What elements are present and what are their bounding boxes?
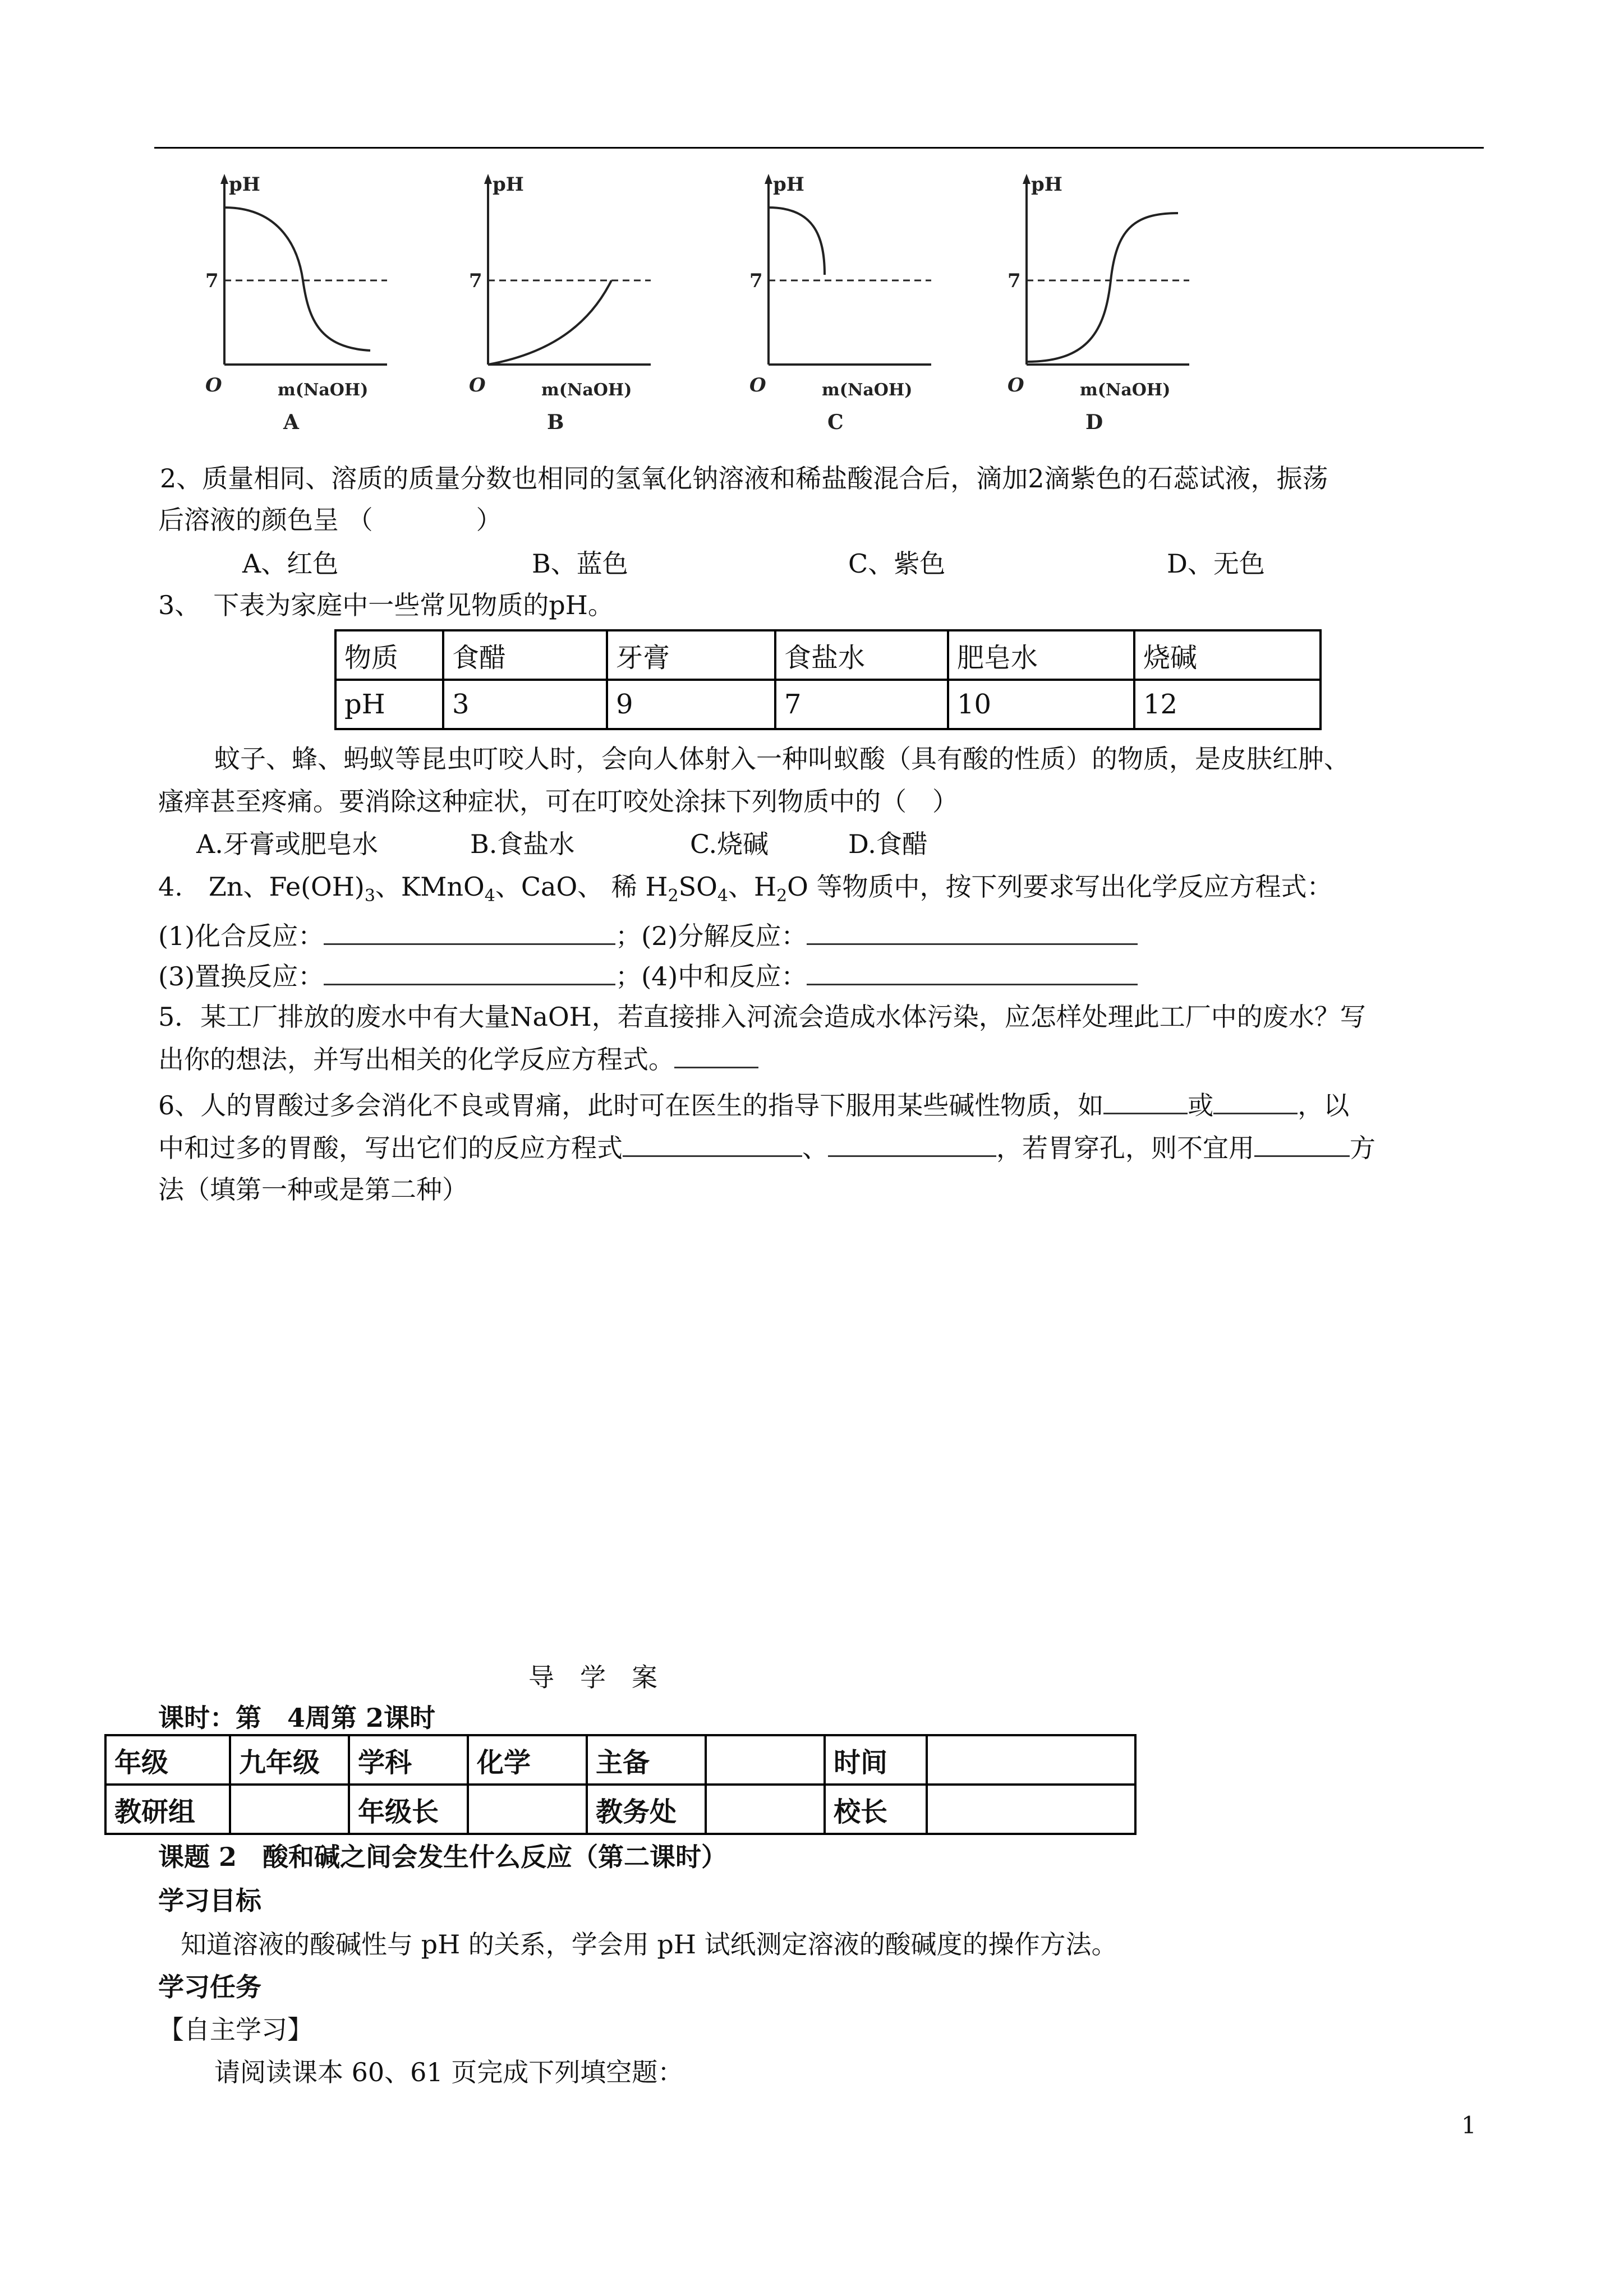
table-cell: 牙膏: [607, 630, 775, 680]
subscript: 2: [668, 886, 679, 906]
q6-text: 中和过多的胃酸，写出它们的反应方程式: [158, 1133, 623, 1163]
q4-intro: [158, 869, 1333, 914]
guide-topic: 课题 2 酸和碱之间会发生什么反应（第二课时）: [158, 1842, 728, 1872]
q4-intro-text: 、KMnO: [375, 872, 485, 902]
ph-chart-d: [1004, 174, 1189, 432]
q6-text: 、: [802, 1133, 828, 1163]
answer-blank[interactable]: [807, 958, 1138, 985]
separator: ；: [615, 961, 642, 992]
answer-blank[interactable]: [1254, 1129, 1350, 1157]
q2-option-c: C、紫色: [848, 548, 946, 579]
q4-intro-text: SO: [678, 872, 717, 902]
q2-option-a: A、红色: [242, 548, 339, 579]
table-cell: pH: [335, 680, 443, 729]
ref-tick-label: 7: [749, 270, 763, 292]
chart-svg: [746, 174, 948, 432]
ph-chart-c: [746, 174, 931, 432]
chart-caption: C: [827, 411, 844, 434]
q6-line2: [158, 1129, 1375, 1165]
q5-line2: [158, 1041, 758, 1077]
table-cell: 学科: [349, 1735, 468, 1785]
separator: ；: [615, 921, 642, 951]
reading-instruction: 请阅读课本 60、61 页完成下列填空题：: [214, 2057, 684, 2087]
guide-info-row: [105, 1785, 1135, 1834]
x-axis-label: m(NaOH): [822, 380, 913, 400]
table-cell: 9: [607, 680, 775, 729]
ph-chart-a: [202, 174, 387, 432]
q3-text2: 瘙痒甚至疼痛。要消除这种症状，可在叮咬处涂抹下列物质中的（ ）: [158, 786, 958, 817]
header-rule: [154, 147, 1484, 149]
ph-curve: [488, 280, 611, 365]
table-cell: 校长: [825, 1785, 927, 1834]
answer-blank[interactable]: [674, 1041, 758, 1068]
guide-info-row: [105, 1735, 1135, 1785]
table-cell: [468, 1785, 587, 1834]
ph-chart-b: [466, 174, 651, 432]
origin-label: O: [469, 374, 486, 397]
answer-blank[interactable]: [324, 918, 615, 945]
answer-blank[interactable]: [807, 918, 1138, 945]
y-axis-arrow: [484, 174, 492, 184]
subscript: 4: [717, 886, 728, 906]
q4-item-label: (4)中和反应：: [641, 961, 807, 992]
table-cell: 年级: [105, 1735, 230, 1785]
y-axis-label: pH: [1031, 173, 1062, 196]
guide-title: 导 学 案: [528, 1662, 657, 1693]
q3-option-d: D.食醋: [848, 829, 928, 859]
x-axis-label: m(NaOH): [278, 380, 369, 400]
table-cell: 化学: [468, 1735, 587, 1785]
y-axis-label: pH: [493, 173, 524, 196]
q6-text: ，以: [1298, 1090, 1350, 1121]
chart-caption: B: [547, 411, 564, 434]
q3-option-c: C.烧碱: [690, 829, 769, 859]
origin-label: O: [1007, 374, 1024, 397]
self-study-heading: 【自主学习】: [158, 2014, 313, 2045]
ph-table-header-row: [335, 630, 1321, 680]
q3-option-b: B.食盐水: [470, 829, 575, 859]
answer-blank[interactable]: [1103, 1087, 1188, 1114]
origin-label: O: [205, 374, 222, 397]
y-axis-arrow: [1023, 174, 1030, 184]
table-cell: 肥皂水: [948, 630, 1134, 680]
ref-tick-label: 7: [205, 270, 219, 292]
q4-intro-text: 、H: [728, 872, 777, 902]
q6-text: 或: [1188, 1090, 1214, 1121]
subscript: 3: [364, 886, 375, 906]
table-cell: [927, 1735, 1135, 1785]
q2-option-d: D、无色: [1167, 548, 1265, 579]
table-cell: 教研组: [105, 1785, 230, 1834]
table-cell: [927, 1785, 1135, 1834]
chart-svg: [202, 174, 404, 432]
ref-tick-label: 7: [469, 270, 482, 292]
origin-label: O: [749, 374, 766, 397]
q4-intro-text: 4. Zn、Fe(OH): [158, 872, 365, 902]
q2-line1: 2、质量相同、溶质的质量分数也相同的氢氧化钠溶液和稀盐酸混合后，滴加2滴紫色的石蕊试液，振荡: [160, 463, 1328, 494]
table-cell: 物质: [335, 630, 443, 680]
table-cell: 时间: [825, 1735, 927, 1785]
q3-intro: 3、 下表为家庭中一些常见物质的pH。: [158, 590, 614, 620]
answer-blank[interactable]: [1213, 1087, 1298, 1114]
table-cell: 烧碱: [1134, 630, 1321, 680]
q4-intro-text: 、CaO、 稀 H: [495, 872, 668, 902]
subscript: 2: [776, 886, 788, 906]
table-cell: 教务处: [587, 1785, 706, 1834]
x-axis-label: m(NaOH): [1080, 380, 1171, 400]
q3-text1: 蚊子、蜂、蚂蚁等昆虫叮咬人时，会向人体射入一种叫蚁酸（具有酸的性质）的物质，是皮肤红肿、: [214, 744, 1350, 774]
q2-option-b: B、蓝色: [532, 548, 628, 579]
q6-line1: [158, 1087, 1349, 1123]
chart-svg: [1004, 174, 1206, 432]
ph-curve: [1027, 213, 1178, 362]
ph-curve: [224, 208, 370, 351]
chart-caption: D: [1085, 411, 1103, 434]
y-axis-arrow: [765, 174, 772, 184]
q6-line3: 法（填第一种或是第二种）: [158, 1174, 468, 1205]
learning-goals-text: 知道溶液的酸碱性与 pH 的关系，学会用 pH 试纸测定溶液的酸碱度的操作方法。: [181, 1929, 1117, 1960]
subscript: 4: [484, 886, 495, 906]
q6-text: 6、人的胃酸过多会消化不良或胃痛，此时可在医生的指导下服用某些碱性物质，如: [158, 1090, 1104, 1121]
table-cell: 10: [948, 680, 1134, 729]
learning-tasks-heading: 学习任务: [158, 1972, 261, 2002]
q5-line1: 5．某工厂排放的废水中有大量NaOH，若直接排入河流会造成水体污染，应怎样处理此工厂中的废水？写: [158, 1002, 1366, 1032]
guide-session: 课时：第 4周第 2课时: [158, 1703, 436, 1733]
ref-tick-label: 7: [1007, 270, 1021, 292]
table-cell: 食醋: [443, 630, 607, 680]
y-axis-arrow: [220, 174, 228, 184]
q6-text: ，若胃穿孔，则不宜用: [996, 1133, 1254, 1163]
chart-svg: [466, 174, 668, 432]
ph-curve: [769, 208, 825, 275]
q2-line2: 后溶液的颜色呈 （ ）: [158, 505, 502, 535]
q4-line-1: [158, 918, 1138, 953]
q4-item-label: (1)化合反应：: [158, 921, 324, 951]
q6-text: 方: [1350, 1133, 1375, 1163]
table-cell: [706, 1785, 825, 1834]
table-cell: [230, 1785, 349, 1834]
learning-goals-heading: 学习目标: [158, 1885, 261, 1916]
y-axis-label: pH: [229, 173, 260, 196]
ph-table: [334, 629, 1322, 730]
q3-option-a: A.牙膏或肥皂水: [196, 829, 378, 859]
page-number: 1: [1461, 2111, 1476, 2139]
table-cell: 年级长: [349, 1785, 468, 1834]
table-cell: 九年级: [230, 1735, 349, 1785]
q4-item-label: (3)置换反应：: [158, 961, 324, 992]
table-cell: 3: [443, 680, 607, 729]
q4-item-label: (2)分解反应：: [641, 921, 807, 951]
q4-intro-text: O 等物质中，按下列要求写出化学反应方程式：: [787, 872, 1333, 902]
answer-blank[interactable]: [828, 1129, 996, 1157]
q5-line2-text: 出你的想法，并写出相关的化学反应方程式。: [158, 1044, 674, 1075]
x-axis-label: m(NaOH): [541, 380, 632, 400]
chart-caption: A: [283, 411, 299, 434]
table-cell: 12: [1134, 680, 1321, 729]
answer-blank[interactable]: [324, 958, 615, 985]
y-axis-label: pH: [773, 173, 804, 196]
table-cell: 7: [775, 680, 948, 729]
q4-line-2: [158, 958, 1138, 994]
ph-table-value-row: [335, 680, 1321, 729]
answer-blank[interactable]: [623, 1129, 802, 1157]
guide-info-table: [104, 1734, 1137, 1835]
table-cell: 食盐水: [775, 630, 948, 680]
table-cell: 主备: [587, 1735, 706, 1785]
table-cell: [706, 1735, 825, 1785]
